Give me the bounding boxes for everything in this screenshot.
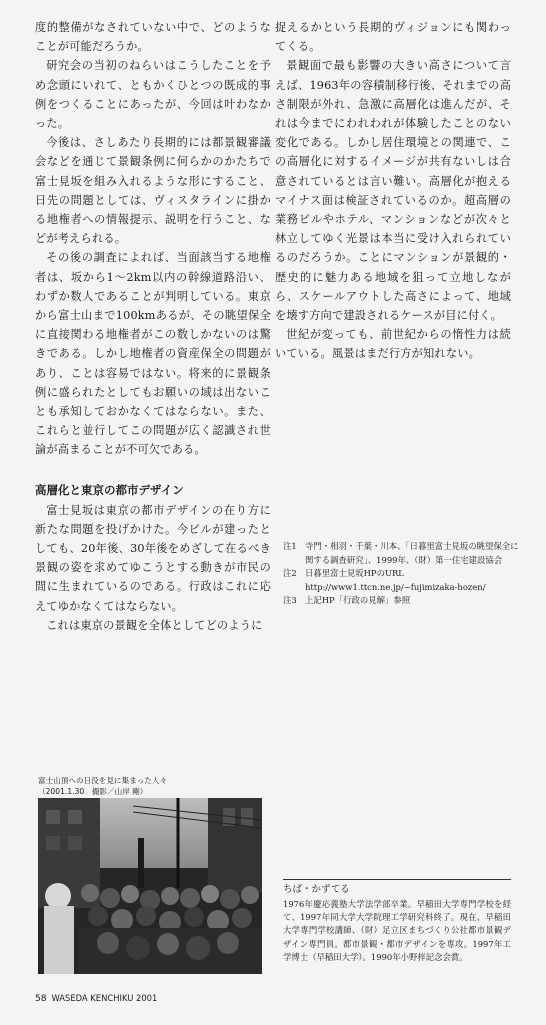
paragraph: 研究会の当初のねらいはこうしたことを予め念頭にいれて、ともかくひとつの既成的事例をつくることにあったが、今回は叶わなかった。: [35, 59, 271, 131]
author-bio: [283, 883, 511, 964]
photo-caption-title: 富士山頂への日没を見に集まった人々: [38, 776, 168, 785]
author-name: ちば・かずてる: [283, 884, 350, 895]
footnote: [283, 540, 523, 567]
photo-caption-credit: （2001.1.30 撮影／山岸 剛）: [38, 787, 148, 796]
right-column: [275, 18, 511, 364]
paragraph: これは東京の景観を全体としてどのように: [46, 618, 263, 632]
paragraph: 富士見坂は東京の都市デザインの在り方に新たな問題を投げかけた。今ビルが建ったとしても、20年後、30年後をめざして在るべき景観の姿を求めてゆこうとする動きが市民の間に生まれているのである。行政はこれに応えてゆかなくてはならない。: [35, 503, 271, 613]
footnote-label: 注1: [283, 541, 297, 551]
footnotes: [283, 540, 523, 608]
author-bio-text: 1976年慶応義塾大学法学部卒業。早稲田大学専門学校を経て、1997年同大学大学院理工学研究科終了。現在、早稲田大学専門学校講師、（財）足立区まちづくり公社都市景観デザイン専門員。都市景観・都市デザインを専攻。1997年工学博士（早稲田大学）。1990年小野梓記念会賞。: [283, 899, 511, 962]
crowd-photo: [38, 798, 262, 974]
paragraph: 世紀が変っても、前世紀からの惰性力は続いている。風景はまだ行方が知れない。: [275, 328, 511, 361]
footnote: [283, 594, 523, 608]
footnote-url: http://www1.ttcn.ne.jp/~fujimizaka-hozen/: [305, 581, 486, 592]
paragraph: 度的整備がなされていない中で、どのようなことが可能だろうか。: [35, 21, 271, 54]
footnote-text: 上記HP「行政の見解」参照: [305, 595, 411, 605]
paragraph: 景観面で最も影響の大きい高さについて言えば、1963年の容積制移行後、それまでの高さ制限が外れ、急激に高層化は進んだが、それは今までにわれわれが体験したことのない変化である。しかし居住環境との関連で、この高層化に対するイメージが共有ないしは合意されているとは言い難い。高層化が抱えるマイナス面は検証されているのか。超高層の業務ビルやホテル、マンションなどが次々と林立してゆく光景は本当に受け入れられているのだろうか。ことにマンションが景観的・歴史的に魅力ある地域を狙って立地しながら、スケールアウトした高さによって、地域を壊す方向で建設されるケースが目に付く。: [275, 59, 511, 323]
section-heading: 高層化と東京の都市デザイン: [35, 482, 184, 497]
footnote-text: 日暮里富士見坂HPのURL: [305, 568, 404, 578]
bio-divider: [283, 879, 511, 880]
page-number: 58: [35, 994, 47, 1004]
photo-caption: [38, 775, 268, 797]
left-column: [35, 18, 271, 635]
footnote-label: [283, 581, 305, 595]
footnote-label: 注2: [283, 568, 297, 578]
publication-name: WASEDA KENCHIKU 2001: [51, 993, 158, 1003]
paragraph: 捉えるかという長期的ヴィジョンにも関わってくる。: [275, 21, 511, 54]
paragraph: 今後は、さしあたり長期的には都景観審議会などを通じて景観条例に何らかのかたちで富士見坂を組み入れるような形にすること、日先の問題としては、ヴィスタラインに掛かる地権者への情報提示、説明を行うこと、などが考えられる。: [35, 136, 271, 246]
footnote: [283, 567, 523, 581]
footnote: [283, 581, 523, 595]
paragraph: その後の調査によれば、当面該当する地権者は、坂から1～2km以内の幹線道路沿い、わずか数人であることが判明している。東京から富士山まで100kmあるが、その眺望保全に直接関わる地権者がこの数しかないのは驚きである。しかし地権者の資産保全の問題があり、ことは容易ではない。将来的に景観条例に盛られたとしてもお願いの域は出ないことも承知しておかなくてはならない。また、これらと並行してこの問題が広く認識され世論が高まることが不可欠である。: [35, 251, 271, 457]
crowd-photo-image: [38, 798, 262, 974]
page-footer: [35, 993, 157, 1004]
footnote-label: 注3: [283, 595, 297, 605]
footnote-text: 寺門・相羽・千葉・川本、「日暮里富士見坂の眺望保全に関する調査研究」、1999年、（財）第一住宅建設協会: [305, 541, 519, 565]
